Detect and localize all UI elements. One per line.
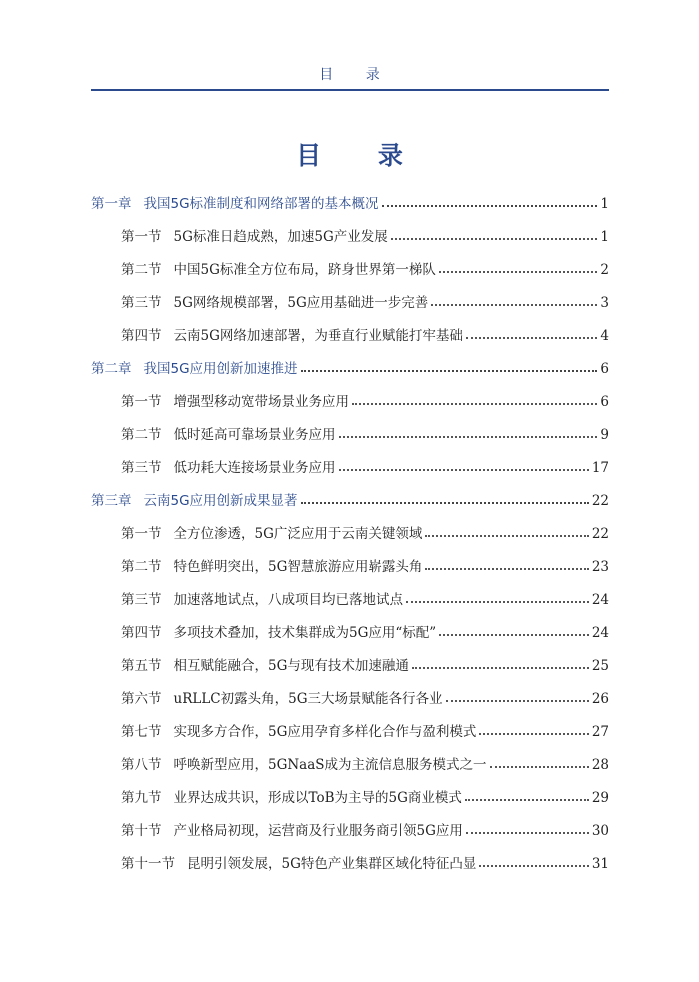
toc-page-number: 25 (591, 658, 609, 674)
toc-chapter-entry[interactable] (91, 357, 609, 390)
toc-chapter-entry[interactable] (91, 192, 609, 225)
toc-dot-leader (301, 369, 598, 372)
toc-page-number: 24 (591, 625, 609, 641)
toc-page-number: 2 (600, 262, 609, 278)
toc-page-number: 27 (591, 724, 609, 740)
toc-section-entry[interactable] (91, 687, 609, 720)
toc-page-number: 6 (600, 361, 609, 377)
toc-section-entry[interactable] (91, 390, 609, 423)
toc-entry-number: 第三章 (91, 493, 132, 509)
toc-dot-leader (301, 501, 589, 504)
toc-dot-leader (382, 204, 598, 207)
toc-section-entry[interactable] (91, 852, 609, 885)
toc-dot-leader (446, 699, 589, 702)
toc-entry-title: 实现多方合作，5G应用孕育多样化合作与盈利模式 (173, 724, 477, 740)
toc-dot-leader (391, 237, 598, 240)
toc-page-number: 24 (591, 592, 609, 608)
toc-entry-number: 第九节 (121, 790, 162, 806)
toc-entry-title: 云南5G网络加速部署，为垂直行业赋能打牢基础 (173, 328, 463, 344)
toc-entry-number: 第一章 (91, 196, 132, 212)
toc-entry-number: 第十节 (121, 823, 162, 839)
toc-entry-title: 增强型移动宽带场景业务应用 (173, 394, 349, 410)
toc-section-entry[interactable] (91, 423, 609, 456)
toc-entry-number: 第三节 (121, 460, 162, 476)
toc-entry-title: uRLLC初露头角，5G三大场景赋能各行各业 (173, 691, 443, 707)
toc-entry-title: 低功耗大连接场景业务应用 (173, 460, 336, 476)
toc-section-entry[interactable] (91, 522, 609, 555)
toc-dot-leader (466, 831, 589, 834)
toc-dot-leader (425, 534, 588, 537)
toc-section-entry[interactable] (91, 654, 609, 687)
toc-page-number: 4 (600, 328, 609, 344)
toc-entry-title: 特色鲜明突出，5G智慧旅游应用崭露头角 (173, 559, 423, 575)
running-header-title: 目 录 (319, 67, 394, 83)
toc-section-entry[interactable] (91, 258, 609, 291)
toc-entry-title: 产业格局初现，运营商及行业服务商引领5G应用 (173, 823, 463, 839)
toc-entry-number: 第一节 (121, 526, 162, 542)
toc-section-entry[interactable] (91, 456, 609, 489)
toc-page-number: 23 (591, 559, 609, 575)
toc-entry-title: 全方位渗透，5G广泛应用于云南关键领域 (173, 526, 423, 542)
toc-page-number: 30 (591, 823, 609, 839)
toc-entry-title: 加速落地试点，八成项目均已落地试点 (173, 592, 403, 608)
page-title: 目 录 (296, 141, 427, 170)
header-rule (91, 89, 609, 91)
toc-section-entry[interactable] (91, 621, 609, 654)
toc-page-number: 26 (591, 691, 609, 707)
toc-dot-leader (439, 270, 598, 273)
toc-dot-leader (352, 402, 597, 405)
toc-page-number: 31 (591, 856, 609, 872)
toc-entry-number: 第六节 (121, 691, 162, 707)
toc-dot-leader (479, 732, 588, 735)
toc-dot-leader (406, 600, 589, 603)
toc-section-entry[interactable] (91, 786, 609, 819)
toc-page-number: 1 (600, 229, 609, 245)
toc-entry-number: 第四节 (121, 328, 162, 344)
toc-dot-leader (439, 633, 589, 636)
toc-entry-title: 低时延高可靠场景业务应用 (173, 427, 336, 443)
toc-dot-leader (412, 666, 589, 669)
toc-page-number: 6 (600, 394, 609, 410)
toc-entry-title: 呼唤新型应用，5GNaaS成为主流信息服务模式之一 (173, 757, 487, 773)
toc-page-number: 22 (591, 493, 609, 509)
toc-entry-title: 相互赋能融合，5G与现有技术加速融通 (173, 658, 409, 674)
table-of-contents (91, 192, 609, 885)
toc-section-entry[interactable] (91, 555, 609, 588)
toc-entry-number: 第五节 (121, 658, 162, 674)
toc-section-entry[interactable] (91, 324, 609, 357)
toc-section-entry[interactable] (91, 753, 609, 786)
toc-page-number: 9 (600, 427, 609, 443)
toc-section-entry[interactable] (91, 720, 609, 753)
toc-entry-number: 第十一节 (121, 856, 175, 872)
toc-entry-number: 第一节 (121, 229, 162, 245)
toc-entry-title: 多项技术叠加，技术集群成为5G应用“标配” (173, 625, 437, 641)
toc-dot-leader (431, 303, 597, 306)
toc-entry-title: 5G网络规模部署，5G应用基础进一步完善 (173, 295, 429, 311)
toc-section-entry[interactable] (91, 819, 609, 852)
toc-entry-number: 第三节 (121, 592, 162, 608)
toc-entry-title: 5G标准日趋成熟，加速5G产业发展 (173, 229, 388, 245)
toc-section-entry[interactable] (91, 225, 609, 258)
toc-page-number: 1 (600, 196, 609, 212)
toc-entry-number: 第二节 (121, 262, 162, 278)
toc-dot-leader (339, 468, 589, 471)
toc-entry-number: 第二节 (121, 427, 162, 443)
toc-entry-number: 第八节 (121, 757, 162, 773)
toc-dot-leader (425, 567, 588, 570)
toc-entry-number: 第二节 (121, 559, 162, 575)
toc-dot-leader (465, 798, 589, 801)
toc-section-entry[interactable] (91, 291, 609, 324)
toc-entry-title: 业界达成共识，形成以ToB为主导的5G商业模式 (173, 790, 462, 806)
toc-entry-number: 第二章 (91, 361, 132, 377)
toc-dot-leader (490, 765, 589, 768)
toc-entry-title: 中国5G标准全方位布局，跻身世界第一梯队 (173, 262, 436, 278)
toc-page-number: 17 (591, 460, 609, 476)
toc-dot-leader (466, 336, 598, 339)
toc-entry-number: 第七节 (121, 724, 162, 740)
toc-section-entry[interactable] (91, 588, 609, 621)
toc-entry-number: 第四节 (121, 625, 162, 641)
toc-entry-title: 云南5G应用创新成果显著 (143, 493, 298, 509)
toc-entry-number: 第三节 (121, 295, 162, 311)
toc-entry-title: 昆明引领发展，5G特色产业集群区域化特征凸显 (187, 856, 477, 872)
toc-page-number: 29 (591, 790, 609, 806)
toc-page-number: 3 (600, 295, 609, 311)
toc-dot-leader (479, 864, 588, 867)
toc-entry-number: 第一节 (121, 394, 162, 410)
toc-entry-title: 我国5G标准制度和网络部署的基本概况 (143, 196, 379, 212)
toc-entry-title: 我国5G应用创新加速推进 (143, 361, 298, 377)
toc-dot-leader (339, 435, 598, 438)
toc-page-number: 22 (591, 526, 609, 542)
toc-page-number: 28 (591, 757, 609, 773)
toc-chapter-entry[interactable] (91, 489, 609, 522)
